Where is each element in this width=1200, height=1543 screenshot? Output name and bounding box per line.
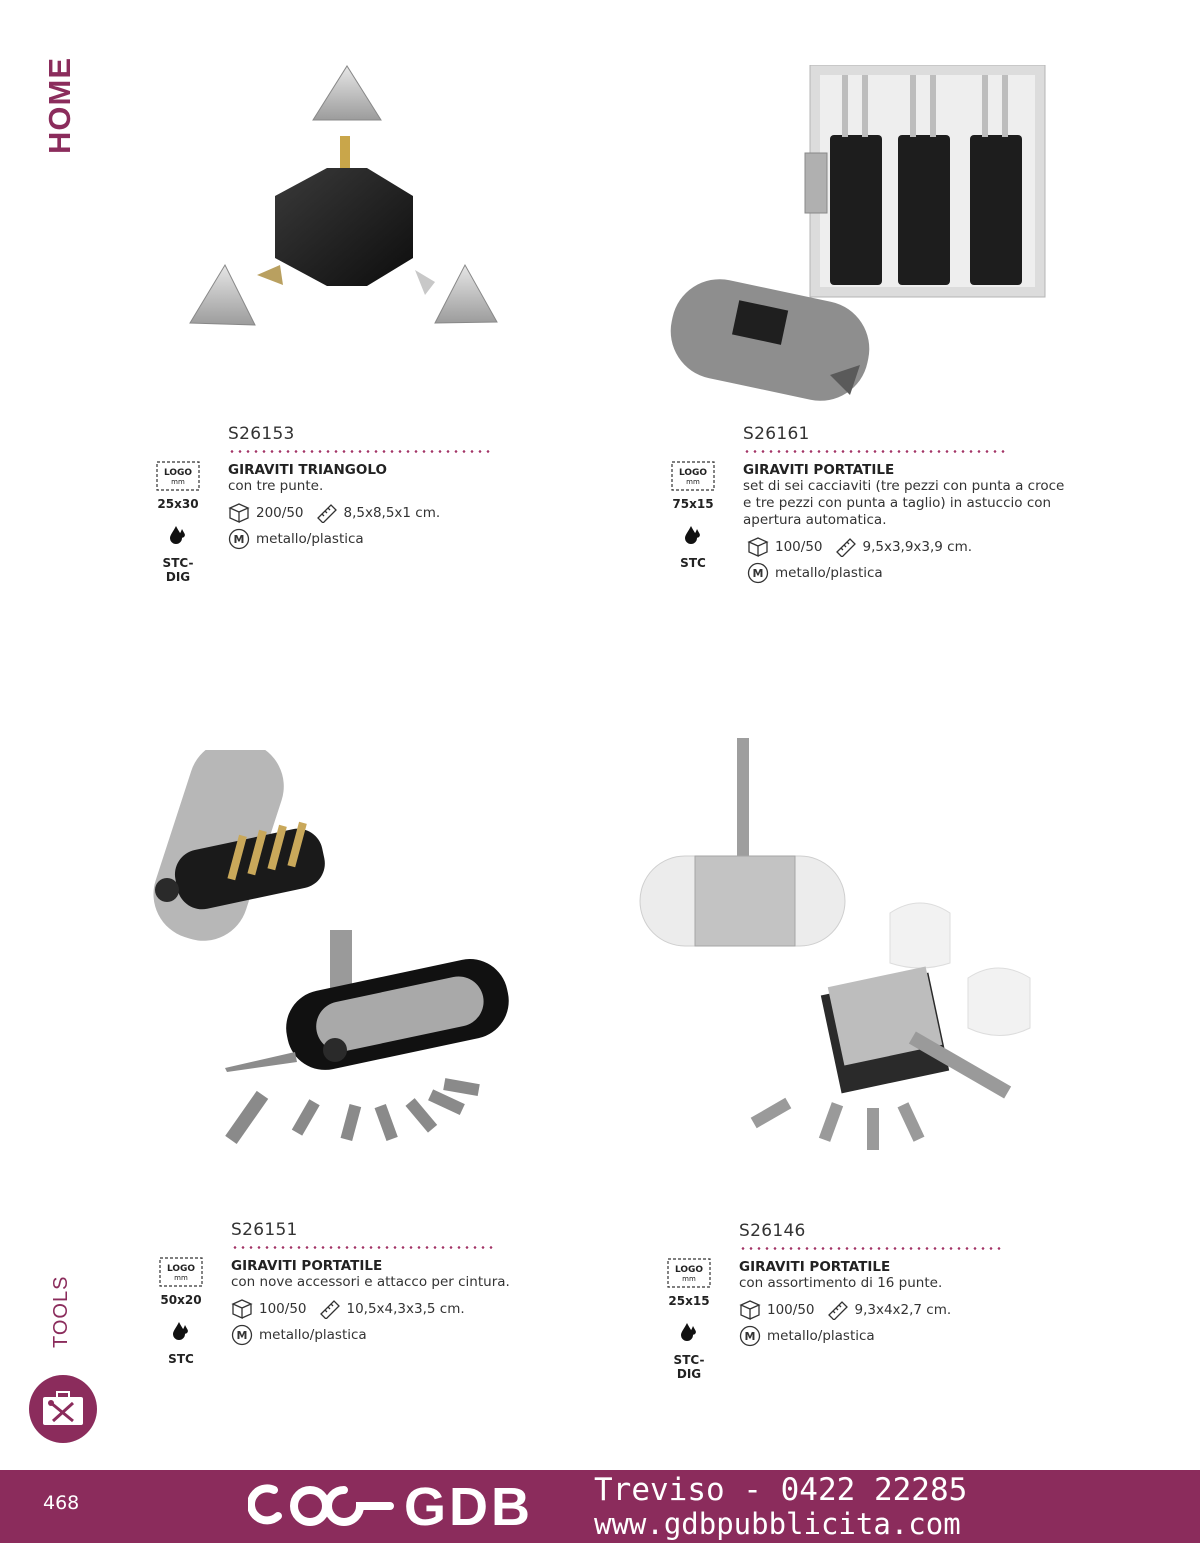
svg-text:M: M: [744, 1330, 756, 1343]
box-icon: [739, 1300, 761, 1320]
logo-label: LOGO: [674, 1265, 704, 1275]
spec-row-material: [231, 1324, 581, 1346]
material-icon: [739, 1325, 761, 1347]
logo-area-info: [668, 460, 718, 570]
product-description: con assortimento di 16 punte.: [739, 1275, 943, 1291]
product-description: con nove accessori e attacco per cintura.: [231, 1274, 510, 1290]
dimensions-value: 9,3x4x2,7 cm.: [854, 1302, 952, 1318]
tools-badge: [29, 1375, 97, 1443]
product-info: [743, 424, 1093, 584]
spec-row-packaging: [739, 1300, 1089, 1320]
product-title: GIRAVITI PORTATILE: [743, 462, 895, 478]
ink-drop-icon: [170, 1320, 192, 1342]
svg-text:M: M: [236, 1329, 248, 1342]
logo-area-icon: [155, 460, 201, 492]
print-technique: STC-DIG: [673, 1353, 705, 1381]
logo-area-info: [664, 1257, 714, 1381]
footer-bar: [0, 1470, 1200, 1543]
ruler-icon: [827, 1300, 849, 1320]
logo-unit: mm: [682, 1275, 696, 1283]
spec-row-material: [228, 528, 578, 550]
material-value: metallo/plastica: [775, 565, 883, 581]
logo-size: 25x30: [157, 497, 199, 511]
packaging-value: 200/50: [256, 505, 304, 521]
print-technique: STC: [168, 1352, 194, 1366]
logo-area-info: [156, 1256, 206, 1366]
spec-row-packaging: [231, 1299, 581, 1319]
product-image-pocket-screwdriver: [115, 750, 515, 1155]
section-label-tools: TOOLS: [50, 1275, 72, 1348]
material-icon: [231, 1324, 253, 1346]
material-value: metallo/plastica: [256, 531, 364, 547]
product-title: GIRAVITI PORTATILE: [231, 1258, 383, 1274]
brand-name: GDB: [404, 1477, 533, 1537]
spec-row-packaging: [228, 503, 578, 523]
dimensions-value: 8,5x8,5x1 cm.: [343, 505, 441, 521]
logo-size: 25x15: [668, 1294, 710, 1308]
logo-area-icon: [158, 1256, 204, 1288]
material-icon: [228, 528, 250, 550]
logo-area-icon: [670, 460, 716, 492]
svg-text:M: M: [233, 533, 245, 546]
contact-website[interactable]: www.gdbpubblicita.com: [594, 1507, 961, 1541]
product-card-s26151: [156, 1220, 696, 1456]
spec-row-material: [747, 562, 1093, 584]
packaging-value: 100/50: [775, 539, 823, 555]
dotted-divider: [739, 1247, 1001, 1250]
logo-unit: mm: [174, 1274, 188, 1282]
product-code: S26146: [739, 1221, 806, 1241]
product-info: [228, 424, 578, 550]
logo-area-icon: [666, 1257, 712, 1289]
print-technique: STC: [680, 556, 706, 570]
dimensions-value: 9,5x3,9x3,9 cm.: [862, 539, 973, 555]
box-icon: [747, 537, 769, 557]
packaging-value: 100/50: [259, 1301, 307, 1317]
product-description: set di sei cacciaviti (tre pezzi con punta a croce e tre pezzi con punta a taglio) in astuccio con apertura automatica.: [743, 478, 1065, 528]
logo-size: 75x15: [672, 497, 714, 511]
logo-label: LOGO: [166, 1264, 196, 1274]
material-icon: [747, 562, 769, 584]
toolbox-icon: [29, 1375, 97, 1443]
gdb-logo-mark: [248, 1478, 398, 1534]
spec-row-material: [739, 1325, 1089, 1347]
print-technique: STC-DIG: [162, 556, 194, 584]
ink-drop-icon: [167, 524, 189, 546]
packaging-value: 100/50: [767, 1302, 815, 1318]
product-title: GIRAVITI TRIANGOLO: [228, 462, 387, 478]
product-info: [231, 1220, 581, 1346]
product-code: S26151: [231, 1220, 298, 1240]
ruler-icon: [319, 1299, 341, 1319]
product-image-triangle-screwdriver: [185, 60, 505, 335]
ruler-icon: [316, 503, 338, 523]
ink-drop-icon: [682, 524, 704, 546]
logo-area-info: [153, 460, 203, 584]
dimensions-value: 10,5x4,3x3,5 cm.: [346, 1301, 465, 1317]
product-title: GIRAVITI PORTATILE: [739, 1259, 891, 1275]
dotted-divider: [231, 1246, 493, 1249]
ruler-icon: [835, 537, 857, 557]
box-icon: [231, 1299, 253, 1319]
product-card-s26153: [153, 424, 693, 660]
material-value: metallo/plastica: [767, 1328, 875, 1344]
product-image-capsule-screwdriver: [635, 738, 1065, 1153]
logo-unit: mm: [686, 478, 700, 486]
material-value: metallo/plastica: [259, 1327, 367, 1343]
page-number: 468: [43, 1492, 80, 1514]
dotted-divider: [743, 450, 1005, 453]
spec-row-packaging: [747, 537, 1093, 557]
ink-drop-icon: [678, 1321, 700, 1343]
product-code: S26161: [743, 424, 810, 444]
product-card-s26161: [668, 424, 1200, 660]
box-icon: [228, 503, 250, 523]
contact-phone: Treviso - 0422 22285: [594, 1472, 968, 1508]
svg-text:M: M: [752, 567, 764, 580]
product-card-s26146: [664, 1221, 1200, 1457]
logo-label: LOGO: [678, 468, 708, 478]
logo-unit: mm: [171, 478, 185, 486]
product-info: [739, 1221, 1089, 1347]
product-code: S26153: [228, 424, 295, 444]
dotted-divider: [228, 450, 490, 453]
product-image-screwdriver-case: [660, 65, 1050, 415]
logo-label: LOGO: [163, 468, 193, 478]
section-label-home: HOME: [42, 57, 77, 154]
product-description: con tre punte.: [228, 478, 324, 494]
logo-size: 50x20: [160, 1293, 202, 1307]
